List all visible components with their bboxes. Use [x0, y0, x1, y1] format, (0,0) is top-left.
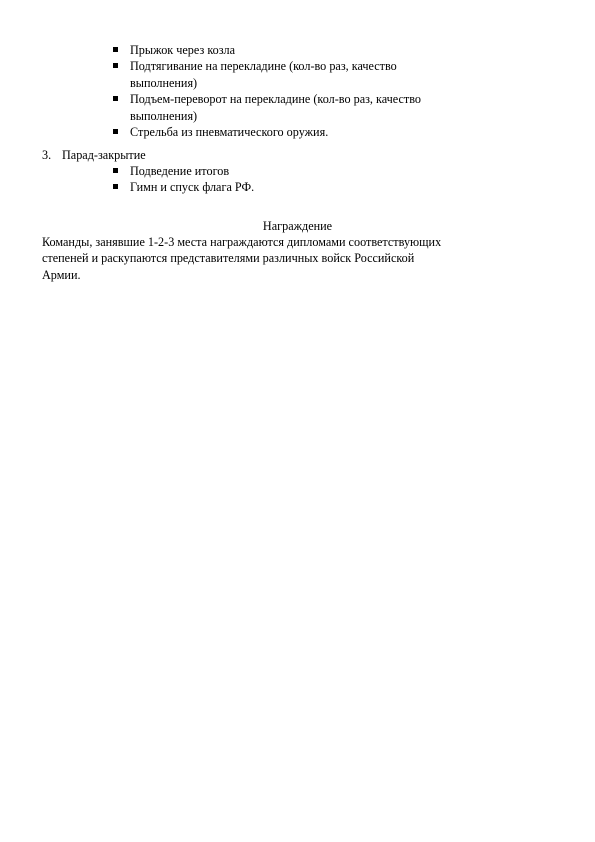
section-number: 3.	[42, 148, 52, 162]
list-item	[112, 42, 532, 58]
events-list	[112, 42, 532, 140]
award-paragraph	[42, 234, 512, 283]
square-bullet-icon	[113, 63, 118, 68]
list-item	[112, 91, 532, 124]
square-bullet-icon	[113, 129, 118, 134]
list-item	[112, 179, 532, 195]
paragraph-line: Команды, занявшие 1-2-3 места награждаются дипломами соответствующих	[42, 235, 442, 249]
list-item-text: Подъем-переворот на перекладине (кол-во раз, качество	[130, 92, 422, 107]
closing-list	[112, 163, 532, 196]
paragraph-line: Армии.	[42, 267, 81, 282]
list-item-text-continued: выполнения)	[130, 75, 198, 90]
list-item-text: Гимн и спуск флага РФ.	[130, 180, 255, 195]
list-item	[112, 124, 532, 140]
square-bullet-icon	[113, 184, 118, 189]
square-bullet-icon	[113, 168, 118, 173]
section-title: Парад-закрытие	[62, 148, 146, 162]
list-item-text: Прыжок через козла	[130, 43, 236, 57]
square-bullet-icon	[113, 96, 118, 101]
list-item	[112, 58, 532, 91]
list-item	[112, 163, 532, 179]
list-item-text: Стрельба из пневматического оружия.	[130, 125, 329, 140]
list-item-text-continued: выполнения)	[130, 108, 198, 123]
square-bullet-icon	[113, 47, 118, 52]
list-item-text: Подведение итогов	[130, 164, 230, 178]
list-item-text: Подтягивание на перекладине (кол-во раз, качество	[130, 59, 397, 74]
paragraph-line: степеней и раскупаются представителями различных войск Российской	[42, 251, 415, 266]
section-3-heading	[42, 147, 146, 163]
award-heading: Награждение	[262, 219, 333, 233]
